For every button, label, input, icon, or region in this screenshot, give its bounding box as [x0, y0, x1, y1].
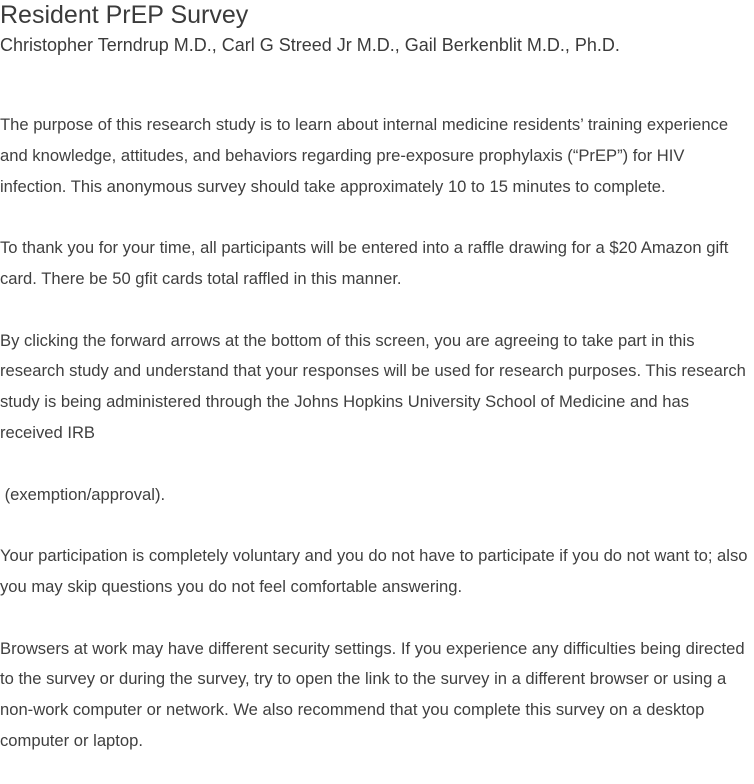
- survey-intro-body: [0, 110, 754, 757]
- browser-notice-paragraph: Browsers at work may have different security settings. If you experience any difficulties being directed to the survey or during the survey, try to open the link to the survey in a different browser or using a non-work computer or network. We also recommend that you complete this survey on a desktop computer or laptop.: [0, 638, 745, 750]
- raffle-paragraph: To thank you for your time, all participants will be entered into a raffle drawing for a $20 Amazon gift card. There be 50 gfit cards total raffled in this manner.: [0, 238, 729, 288]
- purpose-paragraph: The purpose of this research study is to learn about internal medicine residents’ training experience and knowledge, attitudes, and behaviors regarding pre-exposure prophylaxis (“PrEP”) for HIV infection. This anonymous survey should take approximately 10 to 15 minutes to complete.: [0, 115, 729, 196]
- paragraph-spacer: [0, 510, 754, 541]
- paragraph-spacer: [0, 202, 754, 233]
- irb-status-paragraph: (exemption/approval).: [0, 484, 166, 504]
- survey-authors: Christopher Terndrup M.D., Carl G Streed Jr M.D., Gail Berkenblit M.D., Ph.D.: [0, 35, 620, 55]
- voluntary-paragraph: Your participation is completely voluntary and you do not have to participate if you do not want to; also you may skip questions you do not feel comfortable answering.: [0, 546, 748, 596]
- paragraph-spacer: [0, 603, 754, 634]
- paragraph-spacer: [0, 295, 754, 326]
- consent-paragraph: By clicking the forward arrows at the bottom of this screen, you are agreeing to take part in this research study and understand that your responses will be used for research purposes. This research study is being administered through the Johns Hopkins University School of Medicine and has received IRB: [0, 330, 746, 442]
- paragraph-spacer: [0, 449, 754, 480]
- survey-title: Resident PrEP Survey: [0, 1, 249, 29]
